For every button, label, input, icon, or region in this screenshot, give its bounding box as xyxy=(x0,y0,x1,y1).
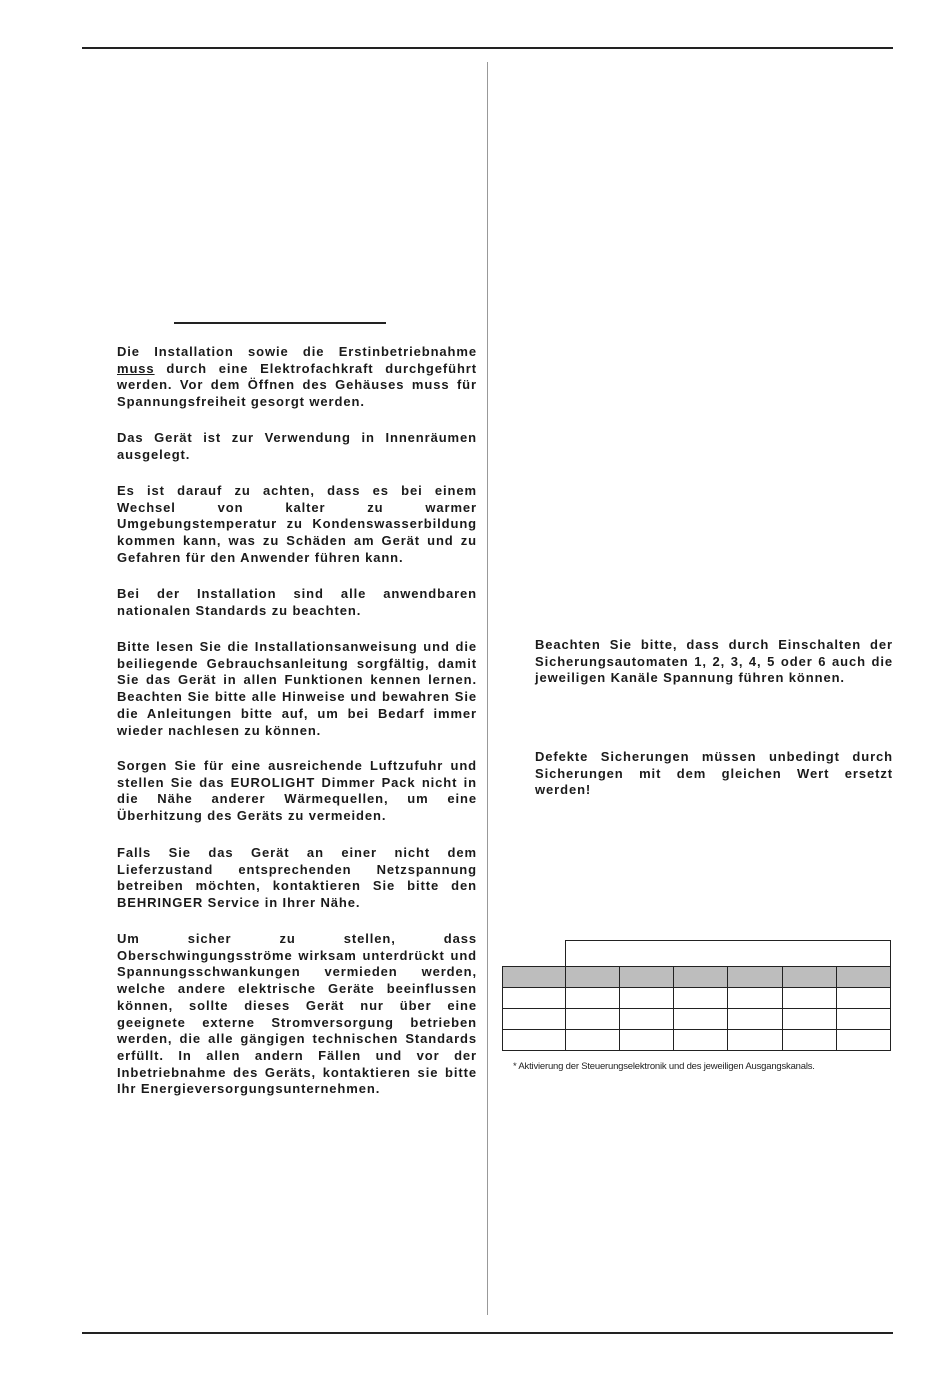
table-cell xyxy=(782,967,836,988)
table-cell xyxy=(674,988,728,1009)
table-cell xyxy=(503,1009,566,1030)
paragraph-condensation: Es ist darauf zu achten, dass es bei einem Wechsel von kalter zu warmer Umgebungstemperatur zu Kondenswasserbildung kommen kann, was zu Schäden am Gerät und zu Gefahren für den Anwender führen kann. xyxy=(117,483,477,565)
section-heading-underline xyxy=(174,322,386,324)
paragraph-installation: Die Installation sowie die Erstinbetriebnahme muss durch eine Elektrofachkraft durchgeführt werden. Vor dem Öffnen des Gehäuses muss für Spannungsfreiheit gesorgt werden. xyxy=(117,344,477,410)
paragraph-standards: Bei der Installation sind alle anwendbaren nationalen Standards zu beachten. xyxy=(117,586,477,618)
table-cell xyxy=(503,1030,566,1051)
table-cell xyxy=(728,988,782,1009)
table-row xyxy=(503,988,891,1009)
table-footnote: * Aktivierung der Steuerungselektronik und des jeweiligen Ausgangskanals. xyxy=(513,1061,815,1072)
paragraph-read-manual: Bitte lesen Sie die Installationsanweisung und die beiliegende Gebrauchsanleitung sorgfältig, damit Sie das Gerät in allen Funktionen kennen lernen. Beachten Sie bitte alle Hinweise und bewahren Sie die Anleitungen bitte auf, um bei Bedarf immer wieder nachlesen zu können. xyxy=(117,639,477,738)
top-rule xyxy=(82,47,893,49)
fuse-table xyxy=(502,940,891,1051)
table-cell xyxy=(674,967,728,988)
paragraph-indoor-use: Das Gerät ist zur Verwendung in Innenräumen ausgelegt. xyxy=(117,430,477,462)
table-cell xyxy=(566,988,620,1009)
table-cell xyxy=(782,1009,836,1030)
table-cell xyxy=(566,1030,620,1051)
table-cell xyxy=(728,967,782,988)
table-cell xyxy=(782,1030,836,1051)
table-cell xyxy=(620,988,674,1009)
table-cell xyxy=(503,941,566,967)
table-cell xyxy=(566,1009,620,1030)
table-row xyxy=(503,1009,891,1030)
table-cell xyxy=(620,967,674,988)
paragraph-circuit-breakers: Beachten Sie bitte, dass durch Einschalten der Sicherungsautomaten 1, 2, 3, 4, 5 oder 6 auch die jeweiligen Kanäle Spannung führen können. xyxy=(535,637,893,686)
emphasis-muss: muss xyxy=(117,360,155,376)
table-cell xyxy=(836,1009,890,1030)
table-cell xyxy=(782,988,836,1009)
table-header-row xyxy=(503,941,891,967)
table-row xyxy=(503,1030,891,1051)
table-cell xyxy=(836,1030,890,1051)
table-cell xyxy=(503,967,566,988)
paragraph-defective-fuses: Defekte Sicherungen müssen unbedingt durch Sicherungen mit dem gleichen Wert ersetzt werden! xyxy=(535,749,893,798)
table-cell xyxy=(620,1009,674,1030)
table-cell xyxy=(728,1009,782,1030)
column-divider xyxy=(487,62,488,1315)
table-header-cell xyxy=(566,941,891,967)
table-cell xyxy=(566,967,620,988)
table-cell xyxy=(503,988,566,1009)
table-cell xyxy=(728,1030,782,1051)
paragraph-ventilation: Sorgen Sie für eine ausreichende Luftzufuhr und stellen Sie das EUROLIGHT Dimmer Pack nicht in die Nähe anderer Wärmequellen, um eine Überhitzung des Geräts zu vermeiden. xyxy=(117,758,477,824)
table-cell xyxy=(674,1009,728,1030)
table-cell xyxy=(836,967,890,988)
paragraph-harmonics: Um sicher zu stellen, dass Oberschwingungsströme wirksam unterdrückt und Spannungsschwankungen vermieden werden, welche andere elektrische Geräte beeinflussen können, sollte dieses Gerät nur über eine geeignete externe Stromversorgung betrieben werden, die alle gängigen technischen Standards erfüllt. In allen andern Fällen und vor der Inbetriebnahme des Geräts, kontaktieren sie bitte Ihr Energieversorgungsunternehmen. xyxy=(117,931,477,1097)
bottom-rule xyxy=(82,1332,893,1334)
table-cell xyxy=(620,1030,674,1051)
paragraph-mains-voltage: Falls Sie das Gerät an einer nicht dem Lieferzustand entsprechenden Netzspannung betreiben möchten, kontaktieren Sie bitte den BEHRINGER Service in Ihrer Nähe. xyxy=(117,845,477,911)
table-cell xyxy=(836,988,890,1009)
table-shaded-row xyxy=(503,967,891,988)
table-cell xyxy=(674,1030,728,1051)
